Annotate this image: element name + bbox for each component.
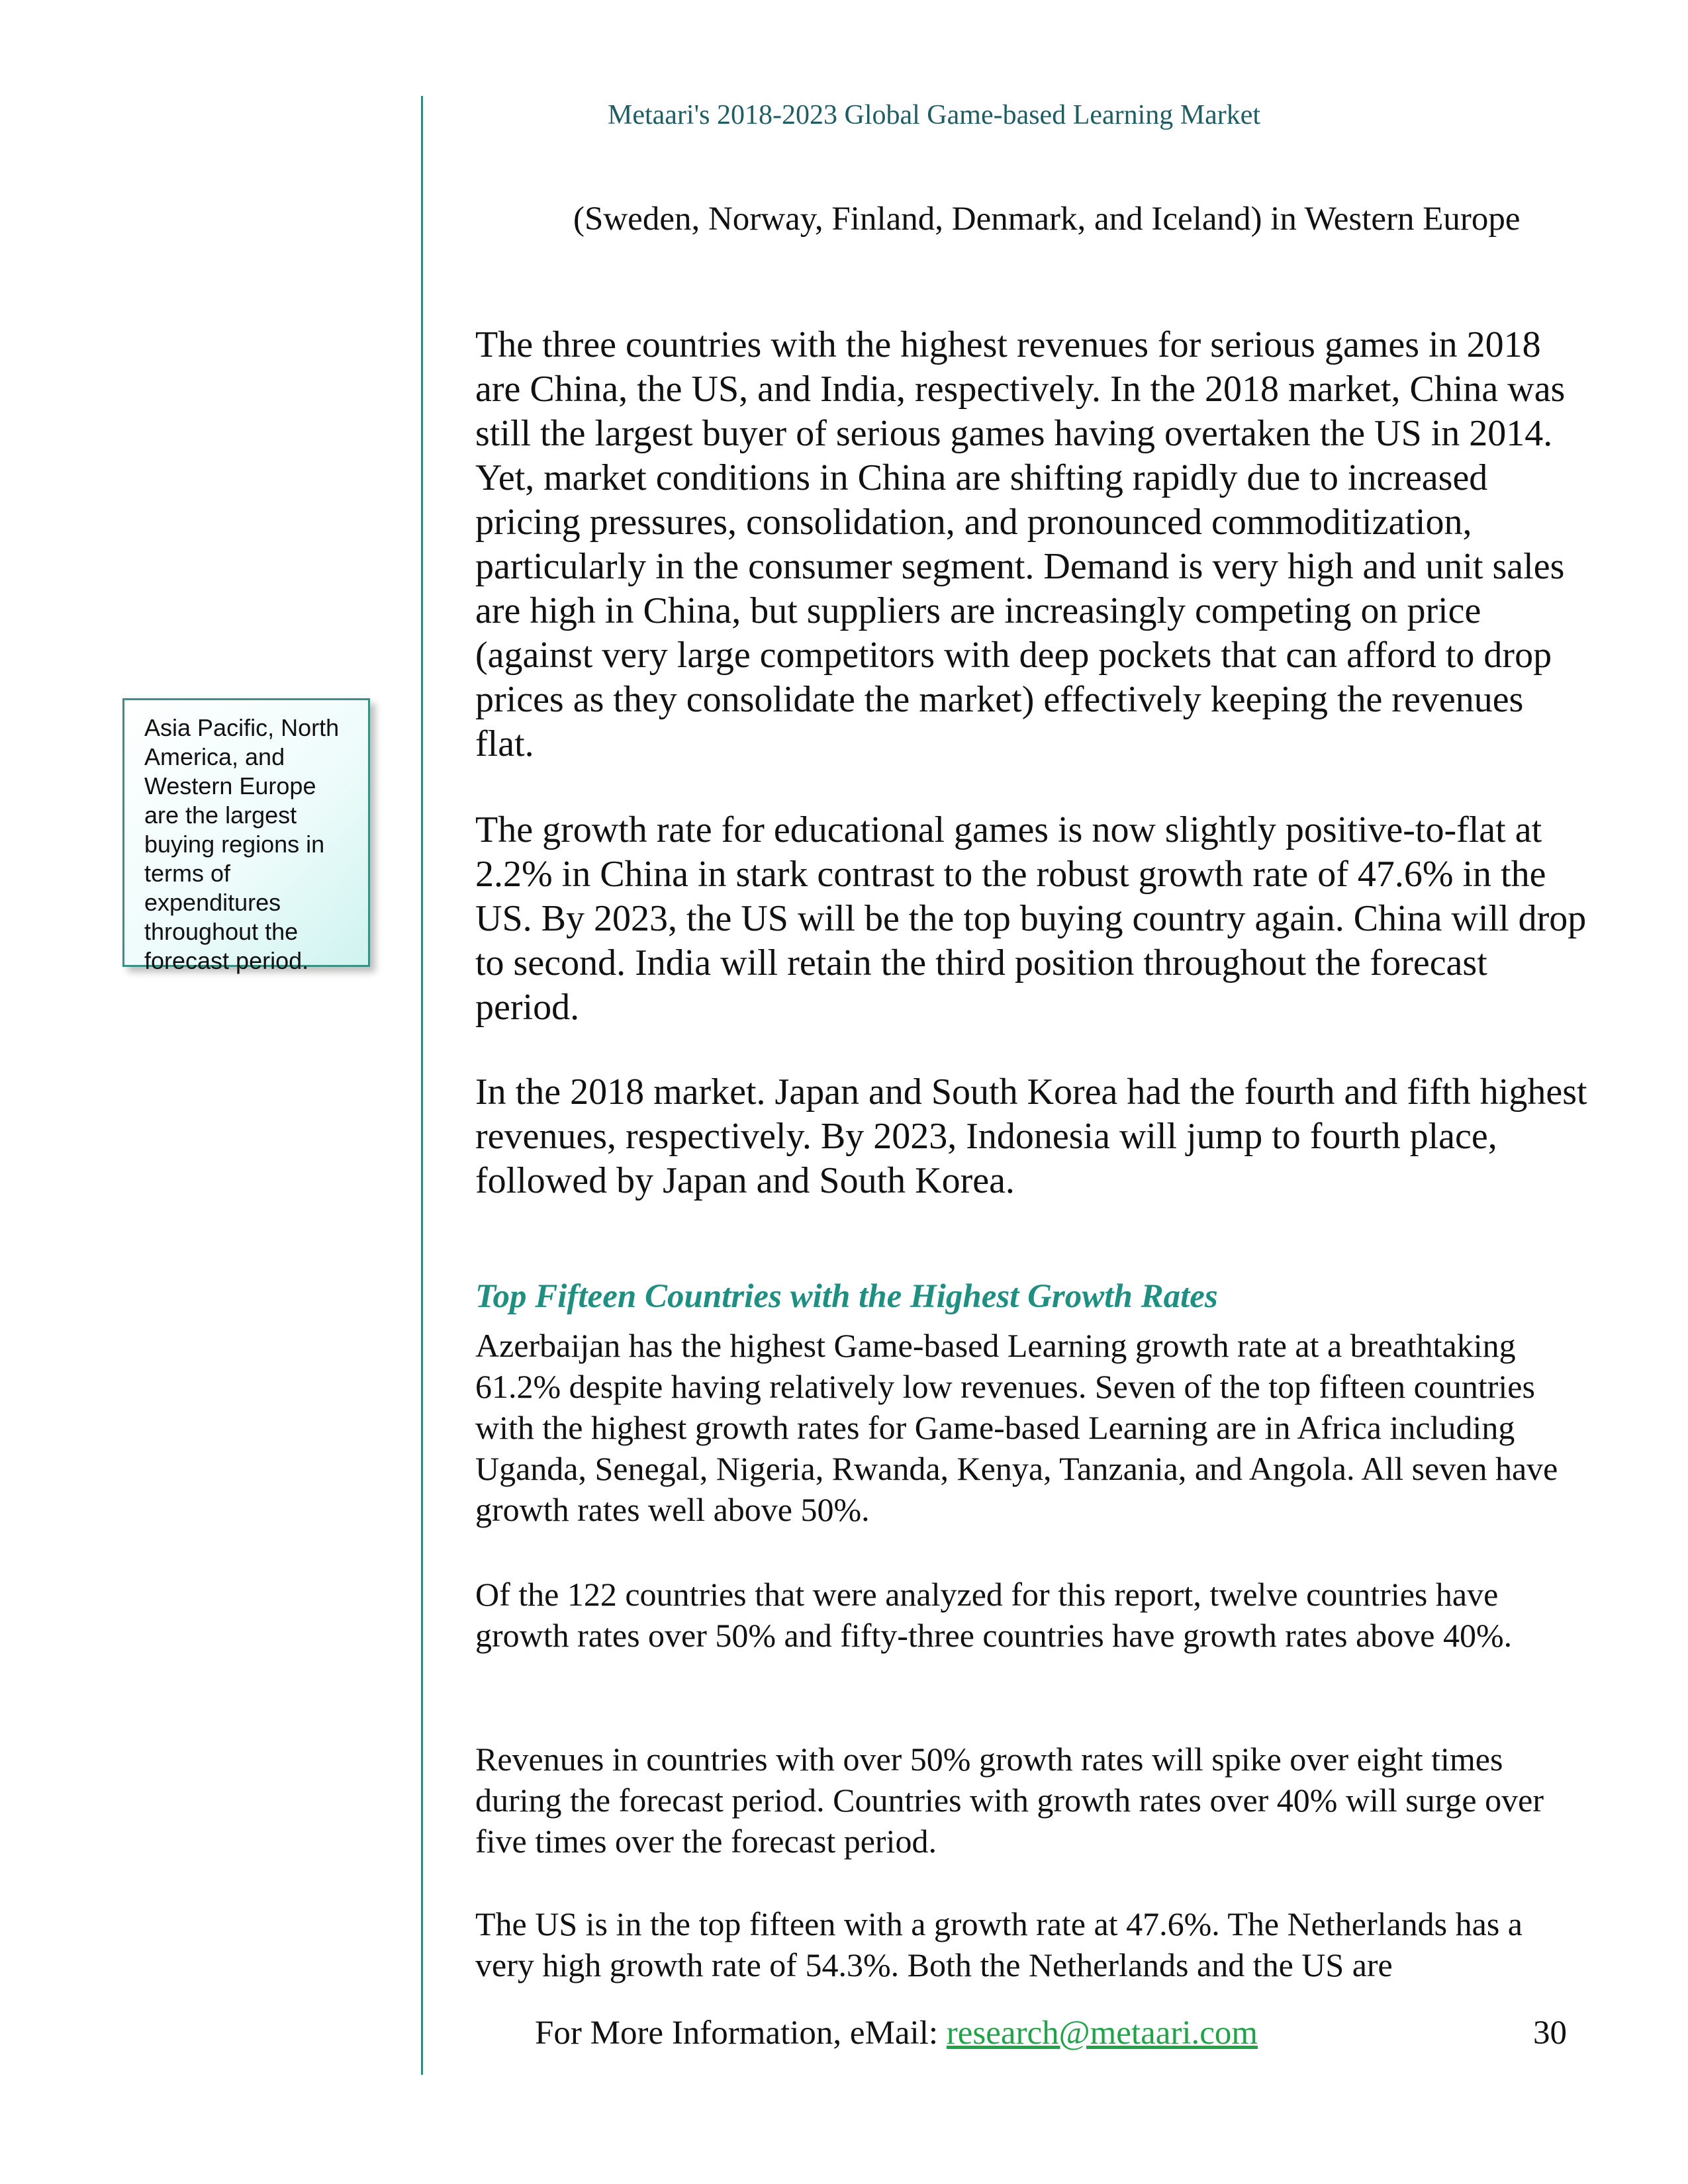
paragraph-fourth-fifth-place: In the 2018 market. Japan and South Korea had the fourth and fifth highest revenues, respectively. By 2023, Indonesia will jump to fourth place, followed by Japan and South Korea. (475, 1071, 1587, 1201)
footer (535, 2014, 1258, 2052)
continued-text: (Sweden, Norway, Finland, Denmark, and Iceland) in Western Europe (573, 201, 1521, 238)
running-header: Metaari's 2018-2023 Global Game-based Learning Market (608, 100, 1261, 130)
email-link[interactable]: research@metaari.com (946, 2015, 1258, 2052)
paragraph-top-revenue-countries: The three countries with the highest revenues for serious games in 2018 are China, the US, and India, respectively. In the 2018 market, China was still the largest buyer of serious games having overtaken the US in 2014. Yet, market conditions in China are shifting rapidly due to increased pricing pressures, consolidation, and pronounced commoditization, particularly in the consumer segment. Demand is very high and unit sales are high in China, but suppliers are increasingly competing on price (against very large competitors with deep pockets that can afford to drop prices as they consolidate the market) effectively keeping the revenues flat. (475, 324, 1566, 764)
paragraph-countries-analyzed: Of the 122 countries that were analyzed for this report, twelve countries have growth rates over 50% and fifty-three countries have growth rates above 40%. (475, 1576, 1513, 1654)
section-heading: Top Fifteen Countries with the Highest Growth Rates (475, 1278, 1218, 1315)
paragraph-us-netherlands: The US is in the top fifteen with a growth rate at 47.6%. The Netherlands has a very high growth rate of 54.3%. Both the Netherlands and the US are (475, 1905, 1523, 1983)
paragraph-azerbaijan-growth: Azerbaijan has the highest Game-based Learning growth rate at a breathtaking 61.2% despite having relatively low revenues. Seven of the top fifteen countries with the highest growth rates for Game-based Learning are in Africa including Uganda, Senegal, Nigeria, Rwanda, Kenya, Tanzania, and Angola. All seven have growth rates well above 50%. (475, 1327, 1558, 1528)
vertical-margin-rule (421, 96, 423, 2075)
sidebar-callout-text: Asia Pacific, North America, and Western Europe are the largest buying regions in terms of expenditures throughout the forecast period. (144, 714, 340, 974)
sidebar-callout-box (122, 698, 370, 974)
paragraph-revenue-spike: Revenues in countries with over 50% growth rates will spike over eight times during the forecast period. Countries with growth rates over 40% will surge over five times over the forecast period. (475, 1741, 1544, 1860)
paragraph-growth-rate-comparison: The growth rate for educational games is now slightly positive-to-flat at 2.2% in China in stark contrast to the robust growth rate of 47.6% in the US. By 2023, the US will be the top buying country again. China will drop to second. India will retain the third position throughout the forecast period. (475, 809, 1587, 1028)
page-number: 30 (1533, 2015, 1567, 2052)
footer-label: For More Information, eMail: (535, 2015, 939, 2052)
